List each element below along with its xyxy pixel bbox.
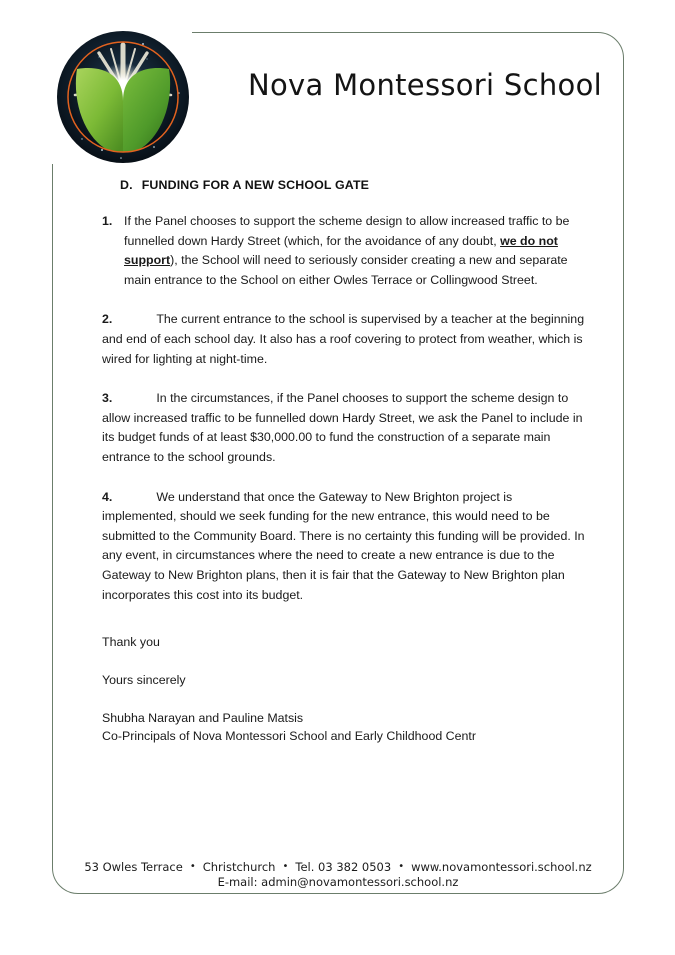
clause-emphasis-1: we do not support [124,233,558,268]
section-heading-letter: D. [120,178,133,192]
school-name-title: Nova Montessori School [248,68,602,102]
clause-item-1 [0,212,675,290]
nova-montessori-logo-icon [55,29,191,165]
footer-phone: Tel. 03 382 0503 [295,860,392,874]
signatory-titles: Co-Principals of Nova Montessori School and Early Childhood Centr [102,728,476,743]
footer-email[interactable]: E-mail: admin@novamontessori.school.nz [217,875,459,890]
footer-separator-icon: • [398,861,405,872]
clause-marker-2: 2. [102,312,113,327]
clause-text-4: We understand that once the Gateway to New Brighton project is implemented, should we seek funding for the new entrance, this would need to be submitted to the Community Board. There is no certainty this funding will be provided. In any event, in circumstances where the need to create a new entrance is due to the Gateway to New Brighton plans, then it is fair that the Gateway to New Brighton plan incorporates this cost into its budget. [102,489,585,602]
sign-off-line: Yours sincerely [102,672,186,687]
letter-body [0,178,675,746]
section-heading [0,178,675,192]
clause-item-3 [0,389,675,467]
letterhead-footer [52,860,624,890]
footer-separator-icon: • [282,861,289,872]
clause-text-3: In the circumstances, if the Panel chooses to support the scheme design to allow increased traffic to be funnelled down Hardy Street, we ask the Panel to include in its budget funds of at least $30,000.00 to fund the construction of a separate main entrance to the school grounds. [102,391,583,464]
clause-text-1-after: ), the School will need to seriously consider creating a new and separate main entrance to the School on either Owles Terrace or Collingwood Street. [124,253,568,287]
footer-website[interactable]: www.novamontessori.school.nz [411,860,592,874]
footer-separator-icon: • [189,861,196,872]
footer-city: Christchurch [202,860,276,874]
clause-text-1-before: If the Panel chooses to support the scheme design to allow increased traffic to be funnelled down Hardy Street (which, for the avoidance of any doubt, [124,214,570,248]
clause-item-4 [0,488,675,606]
thank-you-line: Thank you [102,635,160,650]
clause-marker-3: 3. [102,391,113,406]
clause-marker-4: 4. [102,489,113,504]
signatory-names: Shubha Narayan and Pauline Matsis [102,711,304,726]
footer-contact-line [52,860,624,875]
footer-address: 53 Owles Terrace [84,860,183,874]
signature-block [0,710,675,745]
letterhead [0,0,675,175]
section-heading-text: FUNDING FOR A NEW SCHOOL GATE [141,178,370,192]
clause-text-2: The current entrance to the school is supervised by a teacher at the beginning and end of each school day. It also has a roof covering to protect from weather, which is wired for lighting at night-time. [102,312,585,366]
clause-marker-1: 1. [102,214,113,228]
clause-item-2 [0,310,675,369]
